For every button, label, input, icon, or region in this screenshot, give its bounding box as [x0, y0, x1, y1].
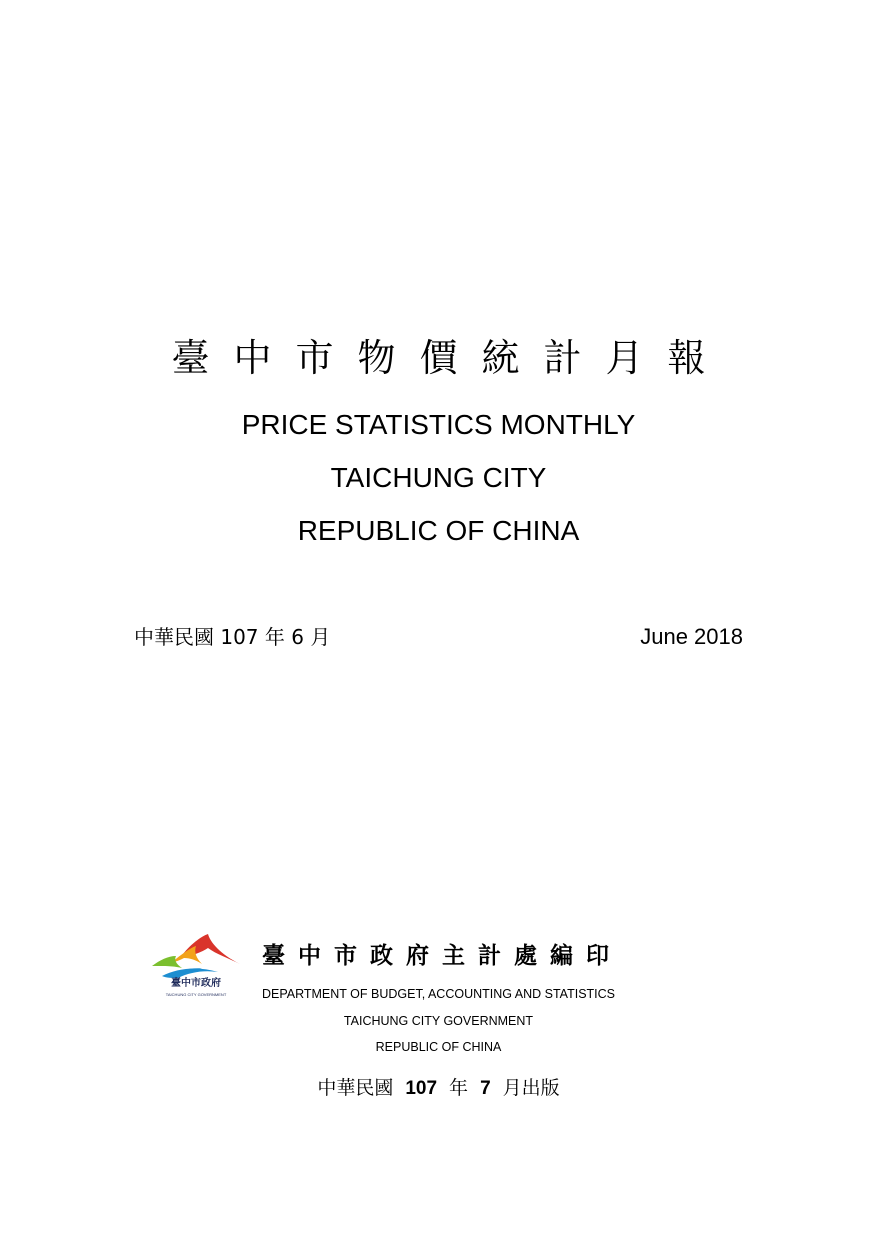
logo-caption-chinese: 臺中市政府 — [171, 978, 221, 989]
publication-month: 7 — [480, 1078, 491, 1099]
logo-red-stroke — [180, 934, 240, 964]
publication-prefix: 中華民國 — [317, 1077, 394, 1099]
publication-suffix: 月出版 — [502, 1077, 560, 1099]
logo-caption-english: TAICHUNG CITY GOVERNMENT — [165, 992, 227, 997]
publisher-government: TAICHUNG CITY GOVERNMENT — [343, 1014, 534, 1028]
title-chinese: 臺中市物價統計月報 — [171, 336, 730, 380]
country-name: REPUBLIC OF CHINA — [297, 515, 580, 546]
title-english: PRICE STATISTICS MONTHLY — [241, 409, 636, 440]
city-name: TAICHUNG CITY — [330, 462, 547, 493]
publication-year-unit: 年 — [449, 1077, 469, 1099]
publisher-chinese: 臺中市政府主計處編印 — [262, 943, 622, 969]
publisher-department: DEPARTMENT OF BUDGET, ACCOUNTING AND STATISTICS — [261, 987, 616, 1001]
publication-date — [0, 1075, 877, 1102]
issue-date-chinese: 中華民國 107 年 6 月 — [134, 625, 331, 649]
publisher-country: REPUBLIC OF CHINA — [375, 1040, 502, 1054]
publication-year: 107 — [405, 1078, 438, 1099]
issue-date-english: June 2018 — [640, 624, 743, 649]
